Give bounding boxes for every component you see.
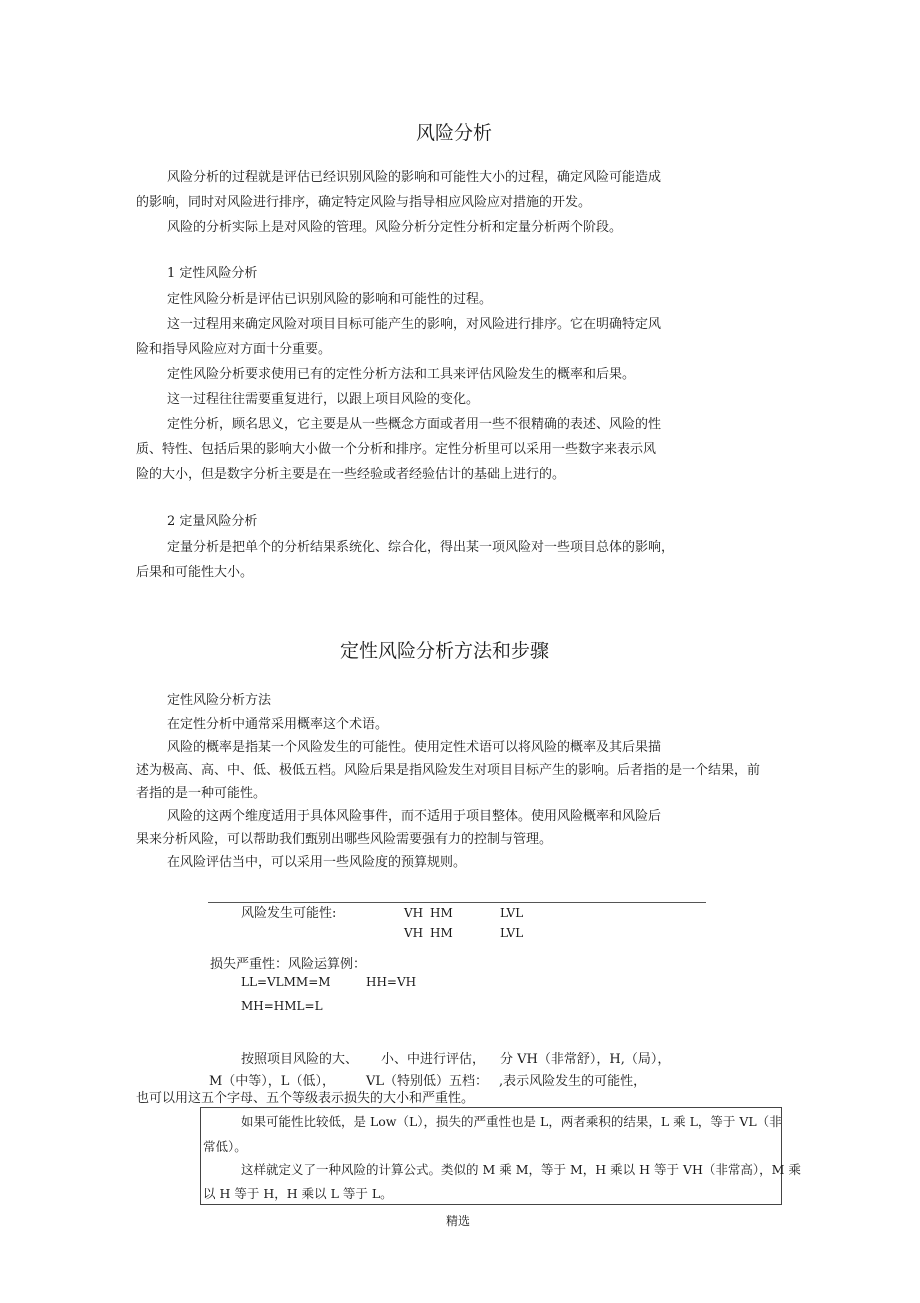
note-line: 以 H 等于 H，H 乘以 L 等于 L。 <box>203 1186 393 1201</box>
section1-line: 险和指导风险应对方面十分重要。 <box>136 342 332 357</box>
methods-line: 者指的是一种可能性。 <box>136 786 267 801</box>
prob-row2-lvl: LVL <box>500 926 524 940</box>
prob-row2-hm: HM <box>430 926 453 940</box>
section1-line: 质、特性、包括后果的影响大小做一个分析和排序。定性分析里可以采用一些数字来表示风 <box>136 442 657 457</box>
grading-line: 分 VH（非常舒），H,（局）， <box>500 1052 671 1067</box>
prob-row2-vh: VH <box>404 926 424 940</box>
prob-row1-lvl: LVL <box>500 906 524 920</box>
section2-heading: 2 定量风险分析 <box>167 514 258 529</box>
severity-label: 损失严重性：风险运算例： <box>210 957 367 972</box>
grading-line: 小、中进行评估， <box>381 1052 486 1067</box>
page-title: 风险分析 <box>416 122 493 144</box>
note-line: 如果可能性比较低，是 Low（L），损失的严重性也是 L，两者乘积的结果，L 乘 L，等于 VL（非 <box>241 1114 782 1129</box>
probability-label: 风险发生可能性: <box>241 906 337 921</box>
methods-line: 在风险评估当中，可以采用一些风险度的预算规则。 <box>167 855 467 870</box>
equation: LL=VLMM=M <box>241 975 331 989</box>
section1-line: 定性风险分析要求使用已有的定性分析方法和工具来评估风险发生的概率和后果。 <box>167 367 636 382</box>
footer-label: 精选 <box>446 1214 471 1228</box>
methods-line: 述为极高、高、中、低、极低五档。风险后果是指风险发生对项目目标产生的影响。后者指的是一个结果，前 <box>136 763 761 778</box>
section-title-methods: 定性风险分析方法和步骤 <box>340 640 550 662</box>
section1-line: 这一过程用来确定风险对项目目标可能产生的影响，对风险进行排序。它在明确特定风 <box>167 317 662 332</box>
methods-line: 风险的概率是指某一个风险发生的可能性。使用定性术语可以将风险的概率及其后果描 <box>167 740 662 755</box>
methods-line: 风险的这两个维度适用于具体风险事件，而不适用于项目整体。使用风险概率和风险后 <box>167 809 662 824</box>
intro-p2: 风险的分析实际上是对风险的管理。风险分析分定性分析和定量分析两个阶段。 <box>167 220 623 235</box>
grading-line: M（中等），L（低）， <box>209 1074 335 1089</box>
grading-line: ,表示风险发生的可能性， <box>499 1074 647 1089</box>
equation: MH=HML=L <box>241 999 323 1013</box>
grading-line: 也可以用这五个字母、五个等级表示损失的大小和严重性。 <box>136 1091 475 1106</box>
methods-line: 在定性分析中通常采用概率这个术语。 <box>167 717 389 732</box>
section1-line: 险的大小，但是数字分析主要是在一些经验或者经验估计的基础上进行的。 <box>136 467 566 482</box>
section2-line: 后果和可能性大小。 <box>136 565 254 580</box>
section2-line: 定量分析是把单个的分析结果系统化、综合化，得出某一项风险对一些项目总体的影响， <box>167 540 675 555</box>
intro-p1-line1: 风险分析的过程就是评估已经识别风险的影响和可能性大小的过程，确定风险可能造成 <box>167 170 662 185</box>
grading-line: 按照项目风险的大、 <box>241 1052 359 1067</box>
note-line: 这样就定义了一种风险的计算公式。类似的 M 乘 M，等于 M，H 乘以 H 等于 VH（非常高），M 乘 <box>241 1162 801 1177</box>
note-line: 常低）。 <box>203 1139 247 1154</box>
section1-line: 定性分析，顾名思义，它主要是从一些概念方面或者用一些不很精确的表述、风险的性 <box>167 417 662 432</box>
table-top-rule <box>208 902 706 903</box>
prob-row1-vh: VH <box>404 906 424 920</box>
section1-line: 定性风险分析是评估已识别风险的影响和可能性的过程。 <box>167 292 493 307</box>
equation: HH=VH <box>366 975 417 989</box>
intro-p1-line2: 的影响，同时对风险进行排序，确定特定风险与指导相应风险应对措施的开发。 <box>136 195 592 210</box>
section1-heading: 1 定性风险分析 <box>167 266 258 281</box>
methods-line: 果来分析风险，可以帮助我们甄别出哪些风险需要强有力的控制与管理。 <box>136 832 553 847</box>
section1-line: 这一过程往往需要重复进行，以跟上项目风险的变化。 <box>167 392 480 407</box>
methods-line: 定性风险分析方法 <box>167 693 272 708</box>
grading-line: VL（特别低）五档： <box>366 1074 489 1089</box>
prob-row1-hm: HM <box>430 906 453 920</box>
